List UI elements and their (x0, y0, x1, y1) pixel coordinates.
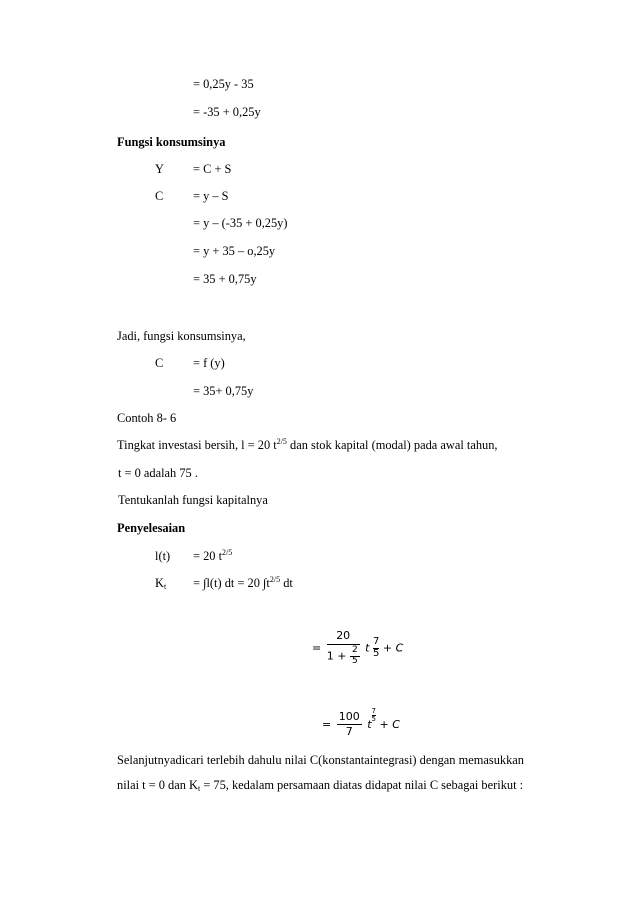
problem-line-1-a: Tingkat investasi bersih, l = 20 t (117, 438, 277, 452)
conclusion-line: Jadi, fungsi konsumsinya, (117, 329, 246, 343)
c-expression-3: = y + 35 – o,25y (193, 244, 276, 258)
kt-label-subscript: t (163, 582, 167, 591)
example-title: Contoh 8- 6 (117, 411, 177, 425)
kt-expression-exponent: 2/5 (269, 575, 281, 584)
equation-2-numerator: 100 (338, 710, 360, 724)
problem-line-1 (117, 439, 498, 451)
y-expression: = C + S (193, 162, 232, 176)
equation-2-exp-den: 5 (371, 715, 377, 724)
kt-expression (193, 577, 293, 589)
equation-1-exp-den: 5 (373, 647, 380, 659)
equation-1-fraction (327, 630, 360, 666)
problem-line-1-b: dan stok kapital (modal) pada awal tahun, (286, 438, 498, 452)
paragraph-line-2-b: = 75, kedalam persamaan diatas didapat nilai C sebagai berikut : (200, 778, 524, 792)
problem-line-3: Tentukanlah fungsi kapitalnya (118, 493, 268, 507)
eq-line-1: = 0,25y - 35 (193, 77, 254, 91)
c-expression-4: = 35 + 0,75y (193, 272, 257, 286)
equation-2-exp-num: 7 (371, 707, 377, 715)
equation-1-tail: + C (382, 641, 404, 655)
equation-1-den-frac-num: 2 (350, 646, 360, 657)
equation-2-variable: t (367, 717, 372, 731)
c2-label: C (155, 356, 164, 370)
it-expression-exponent: 2/5 (222, 548, 233, 557)
paragraph-line-2-a: nilai t = 0 dan K (117, 778, 198, 792)
equation-2-tail: + C (379, 717, 400, 731)
heading-penyelesaian: Penyelesaian (117, 521, 186, 535)
equation-2-exponent (372, 708, 376, 724)
equation-2-fraction (337, 711, 362, 737)
equation-1-numerator: 20 (327, 630, 360, 645)
problem-line-2: t = 0 adalah 75 . (118, 466, 198, 480)
problem-line-1-exponent: 2/5 (276, 437, 287, 446)
equation-2 (322, 708, 400, 737)
equation-1-denominator (327, 645, 360, 667)
c-expression-2: = y – (-35 + 0,25y) (193, 216, 288, 230)
paragraph-line-2-subscript: t (197, 784, 201, 793)
equation-1-exp-num: 7 (373, 636, 380, 648)
it-expression (193, 550, 232, 562)
equation-2-denominator: 7 (345, 724, 353, 738)
c-expression-1: = y – S (193, 189, 229, 203)
eq-line-2: = -35 + 0,25y (193, 105, 261, 119)
c-label: C (155, 189, 164, 203)
equation-1-den-frac-den: 5 (351, 655, 358, 666)
equation-1-den-fraction (350, 646, 360, 667)
kt-expression-a: = ∫l(t) dt = 20 ∫t (193, 576, 270, 590)
kt-expression-b: dt (280, 576, 293, 590)
equation-2-equals: = (322, 717, 332, 731)
equation-1-equals: = (312, 641, 322, 655)
kt-label-main: K (155, 576, 164, 590)
it-expression-a: = 20 t (193, 549, 223, 563)
paragraph-line-1: Selanjutnyadicari terlebih dahulu nilai C(konstantaintegrasi) dengan memasukkan (117, 753, 524, 767)
c2-expression-2: = 35+ 0,75y (193, 384, 254, 398)
equation-1-den-a: 1 + (326, 649, 347, 663)
kt-label (155, 577, 166, 589)
heading-fungsi-konsumsi: Fungsi konsumsinya (117, 135, 226, 149)
y-label: Y (155, 162, 164, 176)
equation-1 (312, 630, 403, 666)
paragraph-line-2 (117, 779, 523, 791)
equation-1-variable: t (365, 641, 370, 655)
c2-expression-1: = f (y) (193, 356, 225, 370)
it-label: l(t) (155, 549, 171, 563)
equation-1-exponent (373, 637, 379, 659)
